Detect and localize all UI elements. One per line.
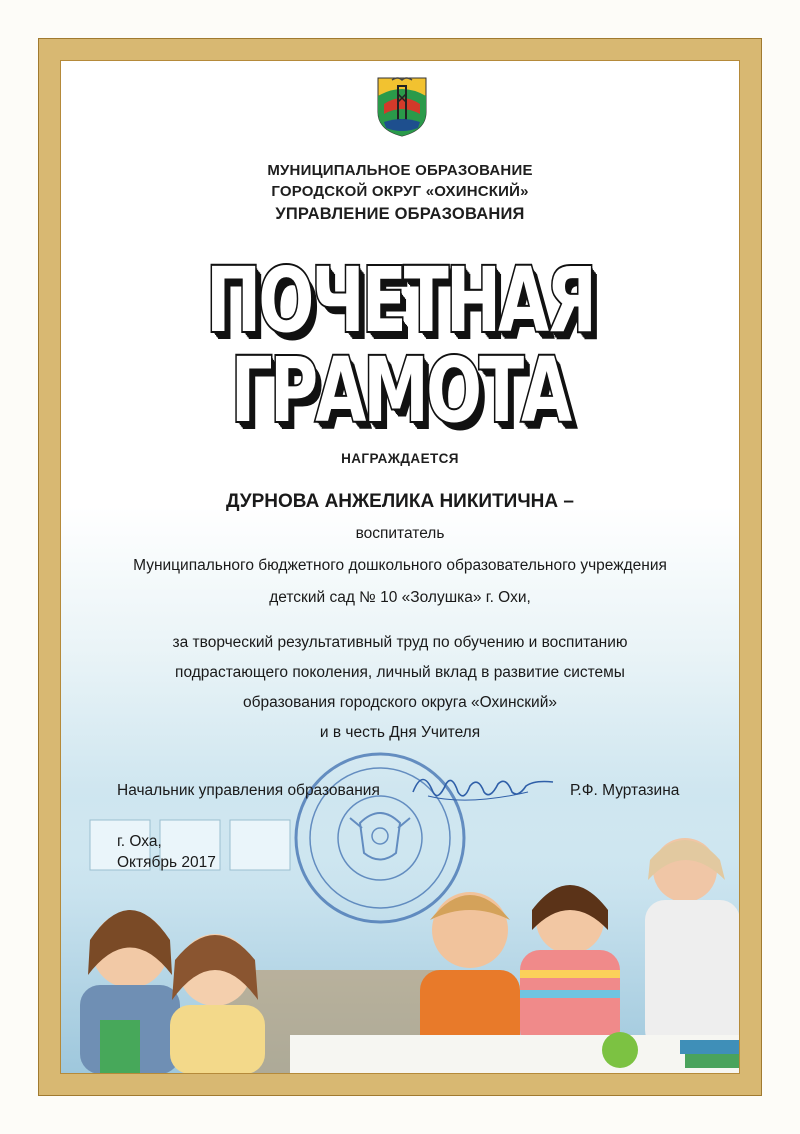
recipient-name: ДУРНОВА АНЖЕЛИКА НИКИТИЧНА – (226, 491, 574, 512)
city-coat-of-arms-icon (374, 74, 430, 138)
handwritten-signature-icon (408, 762, 558, 812)
awarded-label: НАГРАЖДАЕТСЯ (341, 451, 459, 466)
reason-line-4: и в честь Дня Учителя (319, 724, 481, 741)
title-line-1: ПОЧЕТНАЯ (206, 248, 594, 353)
reason-line-2: подрастающего поколения, личный вклад в развитие системы (175, 664, 625, 681)
recipient-org-line-2: детский сад № 10 «Золушка» г. Охи, (269, 589, 531, 606)
header-line-department: УПРАВЛЕНИЕ ОБРАЗОВАНИЯ (275, 205, 525, 223)
reason-line-1: за творческий результативный труд по обучению и воспитанию (172, 634, 628, 651)
recipient-position: воспитатель (355, 525, 445, 542)
recipient-org-line-1: Муниципального бюджетного дошкольного образовательного учреждения (133, 557, 667, 574)
signatory-name: Р.Ф. Муртазина (570, 782, 680, 799)
place-city: г. Оха, (117, 833, 162, 850)
reason-line-3: образования городского округа «Охинский» (243, 694, 557, 711)
header-line-municipality: МУНИЦИПАЛЬНОЕ ОБРАЗОВАНИЕ (267, 162, 533, 179)
header-line-district: ГОРОДСКОЙ ОКРУГ «ОХИНСКИЙ» (271, 183, 529, 200)
title-line-2: ГРАМОТА (230, 338, 570, 443)
signatory-role: Начальник управления образования (117, 782, 380, 799)
place-date: Октябрь 2017 (117, 854, 216, 871)
